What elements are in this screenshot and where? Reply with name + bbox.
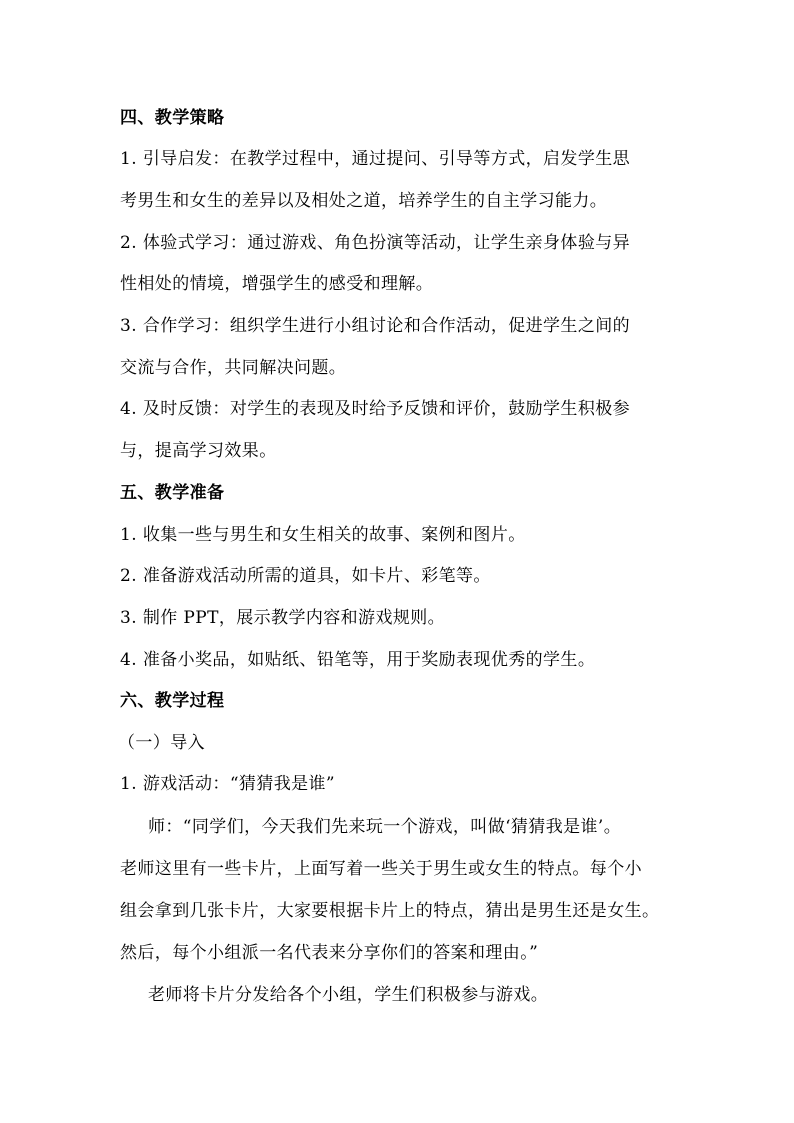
paragraph-1-line-4: 然后，每个小组派一名代表来分享你们的答案和理由。” <box>120 943 539 963</box>
subheading-introduction: （一）导入 <box>118 733 205 753</box>
strategy-item-3-line-1: 3. 合作学习：组织学生进行小组讨论和合作活动，促进学生之间的 <box>120 316 631 336</box>
preparation-item-3: 3. 制作 PPT，展示教学内容和游戏规则。 <box>120 608 446 628</box>
paragraph-1-line-1: 师：“同学们，今天我们先来玩一个游戏，叫做‘猜猜我是谁’。 <box>148 817 622 837</box>
strategy-item-1-line-1: 1. 引导启发：在教学过程中，通过提问、引导等方式，启发学生思 <box>120 149 631 169</box>
strategy-item-3-line-2: 交流与合作，共同解决问题。 <box>120 358 347 378</box>
preparation-item-1: 1. 收集一些与男生和女生相关的故事、案例和图片。 <box>120 525 526 545</box>
strategy-item-2-line-1: 2. 体验式学习：通过游戏、角色扮演等活动，让学生亲身体验与异 <box>120 233 631 253</box>
paragraph-1-line-2: 老师这里有一些卡片，上面写着一些关于男生或女生的特点。每个小 <box>120 859 642 879</box>
strategy-item-4-line-1: 4. 及时反馈：对学生的表现及时给予反馈和评价，鼓励学生积极参 <box>120 399 631 419</box>
activity-title: 1. 游戏活动：“猜猜我是谁” <box>120 774 336 794</box>
strategy-item-1-line-2: 考男生和女生的差异以及相处之道，培养学生的自主学习能力。 <box>120 191 608 211</box>
section-heading-teaching-preparation: 五、教学准备 <box>120 483 225 503</box>
preparation-item-4: 4. 准备小奖品，如贴纸、铅笔等，用于奖励表现优秀的学生。 <box>120 650 596 670</box>
section-heading-teaching-strategy: 四、教学策略 <box>120 108 225 128</box>
strategy-item-2-line-2: 性相处的情境，增强学生的感受和理解。 <box>120 274 434 294</box>
strategy-item-4-line-2: 与，提高学习效果。 <box>120 441 277 461</box>
preparation-item-2: 2. 准备游戏活动所需的道具，如卡片、彩笔等。 <box>120 566 491 586</box>
section-heading-teaching-process: 六、教学过程 <box>120 691 225 711</box>
paragraph-1-line-3: 组会拿到几张卡片，大家要根据卡片上的特点，猜出是男生还是女生。 <box>120 901 660 921</box>
paragraph-2: 老师将卡片分发给各个小组，学生们积极参与游戏。 <box>148 985 549 1005</box>
